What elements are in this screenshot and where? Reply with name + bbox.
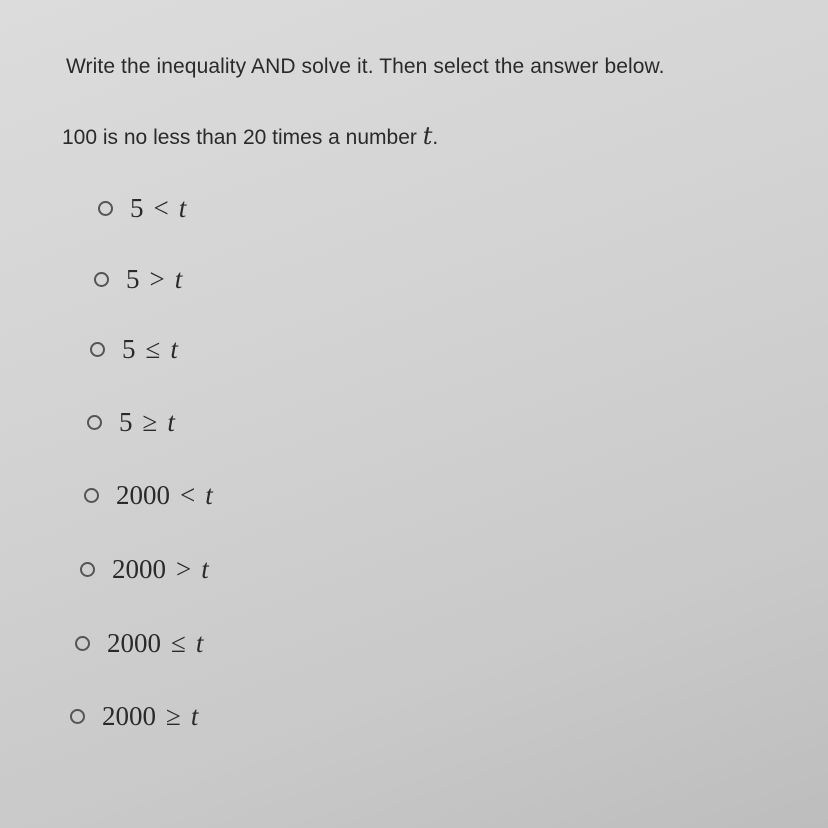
radio-button-icon[interactable] (75, 636, 90, 651)
option-left-value: 2000 (102, 701, 156, 731)
option-variable: t (170, 334, 178, 364)
option-operator: ≤ (171, 628, 186, 658)
option-variable: t (205, 480, 213, 510)
radio-button-icon[interactable] (94, 272, 109, 287)
option-operator: > (176, 554, 192, 584)
answer-option-1[interactable] (98, 193, 186, 224)
answer-option-8[interactable] (70, 701, 198, 732)
radio-button-icon[interactable] (80, 562, 95, 577)
option-operator: ≥ (166, 701, 181, 731)
problem-period: . (432, 126, 439, 149)
option-variable: t (201, 554, 209, 584)
option-left-value: 2000 (116, 480, 170, 510)
option-variable: t (195, 628, 204, 658)
radio-button-icon[interactable] (70, 709, 85, 724)
option-operator: ≤ (145, 334, 161, 364)
option-variable: t (174, 264, 183, 294)
option-variable: t (190, 701, 199, 731)
answer-option-7[interactable] (75, 628, 203, 659)
problem-text: 100 is no less than 20 times a number (62, 126, 417, 149)
option-left-value: 5 (122, 334, 136, 364)
answer-option-5[interactable] (84, 480, 213, 511)
answer-option-2[interactable] (94, 264, 182, 295)
option-variable: t (178, 193, 187, 223)
option-left-value: 2000 (107, 628, 161, 658)
option-operator: ≥ (142, 407, 158, 437)
option-operator: > (149, 264, 165, 294)
problem-variable: t (422, 122, 433, 150)
option-left-value: 5 (126, 264, 140, 294)
radio-button-icon[interactable] (87, 415, 102, 430)
option-left-value: 5 (130, 193, 144, 223)
option-left-value: 5 (119, 407, 133, 437)
option-operator: < (180, 480, 196, 510)
option-left-value: 2000 (112, 554, 166, 584)
problem-statement (62, 122, 438, 150)
radio-button-icon[interactable] (98, 201, 113, 216)
option-operator: < (153, 193, 169, 223)
instruction-text: Write the inequality AND solve it. Then select the answer below. (66, 55, 665, 78)
radio-button-icon[interactable] (84, 488, 99, 503)
answer-option-3[interactable] (90, 334, 178, 365)
answer-option-6[interactable] (80, 554, 209, 585)
option-variable: t (167, 407, 175, 437)
radio-button-icon[interactable] (90, 342, 105, 357)
answer-option-4[interactable] (87, 407, 175, 438)
